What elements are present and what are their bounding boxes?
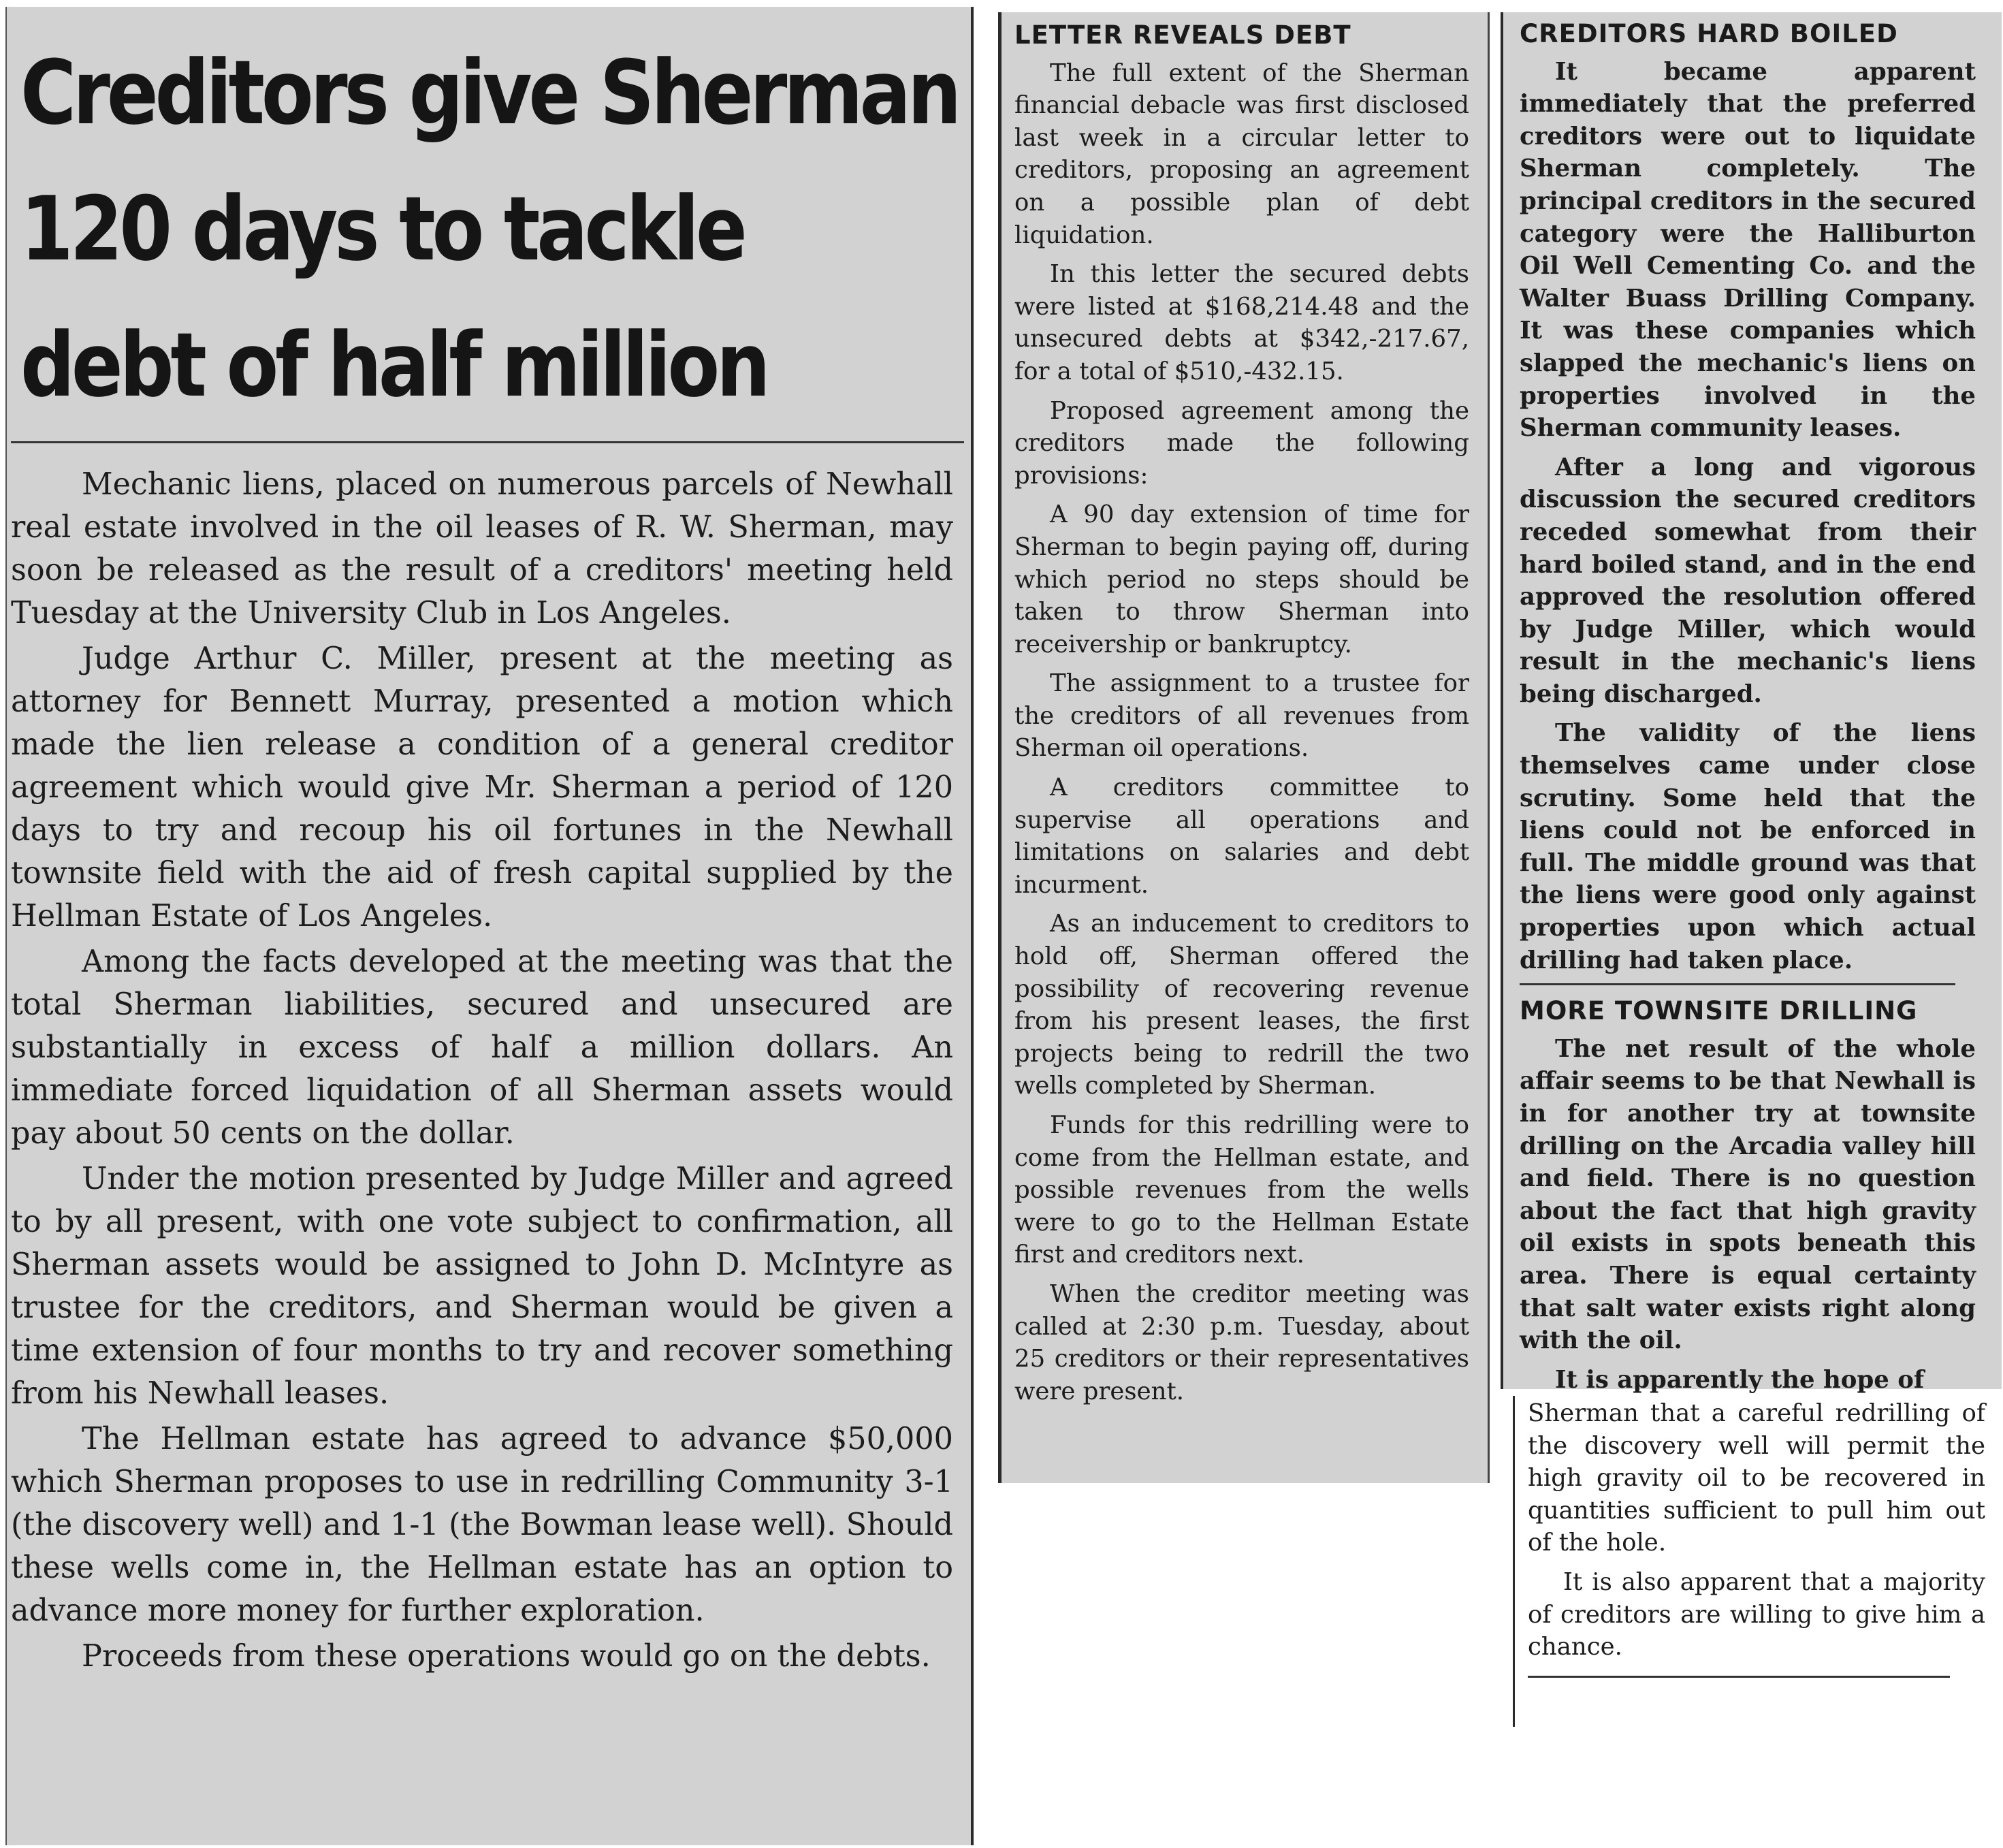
main-paragraph: The Hellman estate has agreed to advance $50,000 which Sherman proposes to use in redrilling Community 3-1 (the discovery well) and 1-1 (the Bowman lease well). Should these wells come in, the Hellman estate has an option to advance more money for further exploration. [11,1422,953,1628]
townsite-paragraph: The net result of the whole affair seems to be that Newhall is in for another try at townsite drilling on the Arcadia valley hill and field. There is no question about the fact that high gravity oil exists in spots beneath this area. There is equal certainty that salt water exists right along with the oil. [1520,1034,1976,1355]
letter-heading: LETTER REVEALS DEBT [1014,20,1351,50]
main-article-body [11,463,953,1680]
main-paragraph: Proceeds from these operations would go on the debts. [82,1639,931,1674]
main-paragraph: Mechanic liens, placed on numerous parcels of Newhall real estate involved in the oil leases of R. W. Sherman, may soon be released as the result of a creditors' meeting held Tuesday at the University Club in Los Angeles. [11,467,953,631]
continuation-paragraph: It is also apparent that a majority of creditors are willing to give him a chance. [1528,1567,1985,1661]
townsite-paragraph: It is apparently the hope of [1555,1365,1925,1394]
headline-divider [11,441,964,443]
creditors-paragraph: The validity of the liens themselves came under close scrutiny. Some held that the liens could not be enforced in full. The middle ground was that the liens were good only against properties upon which actual drilling had taken place. [1520,719,1976,974]
section-divider [1520,983,1955,985]
headline-line-2: 120 days to tackle [20,177,744,281]
letter-paragraph: A creditors committee to supervise all operations and limitations on salaries and debt incurment. [1014,774,1469,899]
headline-line-1: Creditors give Sherman [20,41,959,144]
letter-paragraph: In this letter the secured debts were listed at $168,214.48 and the unsecured debts at $342,-217.67, for a total of $510,-432.15. [1014,260,1469,385]
main-paragraph: Under the motion presented by Judge Miller and agreed to by all present, with one vote subject to confirmation, all Sherman assets would be assigned to John D. McIntyre as trustee for the creditors, and Sherman would be given a time extension of four months to try and recover something from his Newhall leases. [11,1162,953,1411]
letter-section [1014,19,1469,1414]
townsite-heading: MORE TOWNSITE DRILLING [1520,996,1918,1026]
creditors-heading: CREDITORS HARD BOILED [1520,19,1898,48]
letter-paragraph: A 90 day extension of time for Sherman to begin paying off, during which period no steps should be taken to throw Sherman into receivership or bankruptcy. [1014,500,1469,658]
continuation [1528,1397,1985,1678]
letter-paragraph: Funds for this redrilling were to come from the Hellman estate, and possible revenues from the wells were to go to the Hellman Estate first and creditors next. [1014,1111,1469,1269]
right-column [1520,18,1976,1403]
creditors-paragraph: After a long and vigorous discussion the secured creditors receded somewhat from their hard boiled stand, and in the end approved the resolution offered by Judge Miller, which would result in the mechanic's liens being discharged. [1520,453,1976,708]
headline [20,25,959,433]
main-paragraph: Among the facts developed at the meeting was that the total Sherman liabilities, secured and unsecured are substantially in excess of half a million dollars. An immediate forced liquidation of all Sherman assets would pay about 50 cents on the dollar. [11,944,953,1151]
headline-line-3: debt of half million [20,313,767,417]
letter-paragraph: As an inducement to creditors to hold off, Sherman offered the possibility of recovering revenue from his present leases, the first projects being to redrill the two wells completed by Sherman. [1014,910,1469,1100]
letter-paragraph: Proposed agreement among the creditors made the following provisions: [1014,396,1469,490]
letter-paragraph: When the creditor meeting was called at 2:30 p.m. Tuesday, about 25 creditors or their representatives were present. [1014,1279,1469,1405]
end-rule [1528,1676,1950,1678]
continuation-paragraph: Sherman that a careful redrilling of the discovery well will permit the high gravity oil to be recovered in quantities sufficient to pull him out of the hole. [1528,1399,1985,1557]
creditors-paragraph: It became apparent immediately that the preferred creditors were out to liquidate Sherman completely. The principal creditors in the secured category were the Halliburton Oil Well Cementing Co. and the Walter Buass Drilling Company. It was these companies which slapped the mechanic's liens on properties involved in the Sherman community leases. [1520,57,1976,443]
letter-paragraph: The assignment to a trustee for the creditors of all revenues from Sherman oil operations. [1014,669,1469,763]
letter-paragraph: The full extent of the Sherman financial debacle was first disclosed last week in a circular letter to creditors, proposing an agreement on a possible plan of debt liquidation. [1014,59,1469,249]
main-paragraph: Judge Arthur C. Miller, present at the meeting as attorney for Bennett Murray, presented a motion which made the lien release a condition of a general creditor agreement which would give Mr. Sherman a period of 120 days to try and recoup his oil fortunes in the Newhall townsite field with the aid of fresh capital supplied by the Hellman Estate of Los Angeles. [11,641,953,934]
